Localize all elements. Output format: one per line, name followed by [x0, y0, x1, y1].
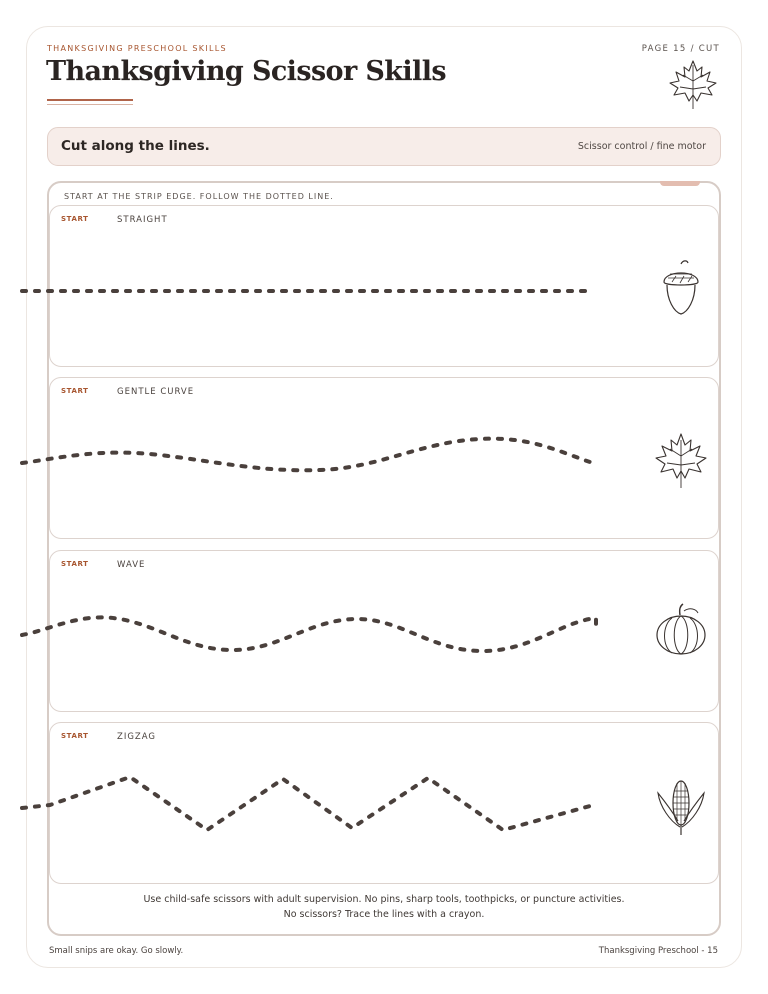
page-title: Thanksgiving Scissor Skills	[46, 56, 446, 87]
strip-start-label: START	[61, 215, 89, 223]
strip-start-label: START	[61, 387, 89, 395]
maple-leaf-icon	[650, 430, 712, 492]
title-underline-thin	[47, 104, 133, 105]
strip-start-label: START	[61, 732, 89, 740]
page-number: PAGE 15 / CUT	[641, 44, 720, 54]
instruction-bar	[47, 127, 721, 166]
header-kicker: THANKSGIVING PRESCHOOL SKILLS	[47, 44, 227, 53]
maple-leaf-icon	[666, 57, 720, 113]
strip-label: ZIGZAG	[117, 732, 156, 742]
strip-start-label: START	[61, 560, 89, 568]
strip-wave	[49, 550, 719, 712]
instruction-text: Cut along the lines.	[61, 138, 210, 154]
footer-page-label: Thanksgiving Preschool - 15	[598, 946, 718, 956]
strip-straight	[49, 205, 719, 367]
title-underline	[47, 99, 133, 101]
footer-tip: Small snips are okay. Go slowly.	[49, 946, 184, 956]
pumpkin-icon	[650, 601, 712, 663]
strip-gentle-curve	[49, 377, 719, 539]
strip-zigzag	[49, 722, 719, 884]
strip-label: STRAIGHT	[117, 215, 168, 225]
safety-note-line-2: No scissors? Trace the lines with a crayon.	[283, 909, 485, 920]
safety-note-line-1: Use child-safe scissors with adult supervision. No pins, sharp tools, toothpicks, or puncture activities.	[143, 894, 625, 905]
strip-label: GENTLE CURVE	[117, 387, 195, 397]
panel-tab-accent	[660, 181, 700, 186]
panel-caption: START AT THE STRIP EDGE. FOLLOW THE DOTTED LINE.	[64, 192, 334, 201]
safety-note	[47, 892, 721, 922]
acorn-icon	[650, 258, 712, 320]
corn-icon	[650, 775, 712, 837]
instruction-subtitle: Scissor control / fine motor	[577, 141, 706, 152]
strip-label: WAVE	[117, 560, 146, 570]
